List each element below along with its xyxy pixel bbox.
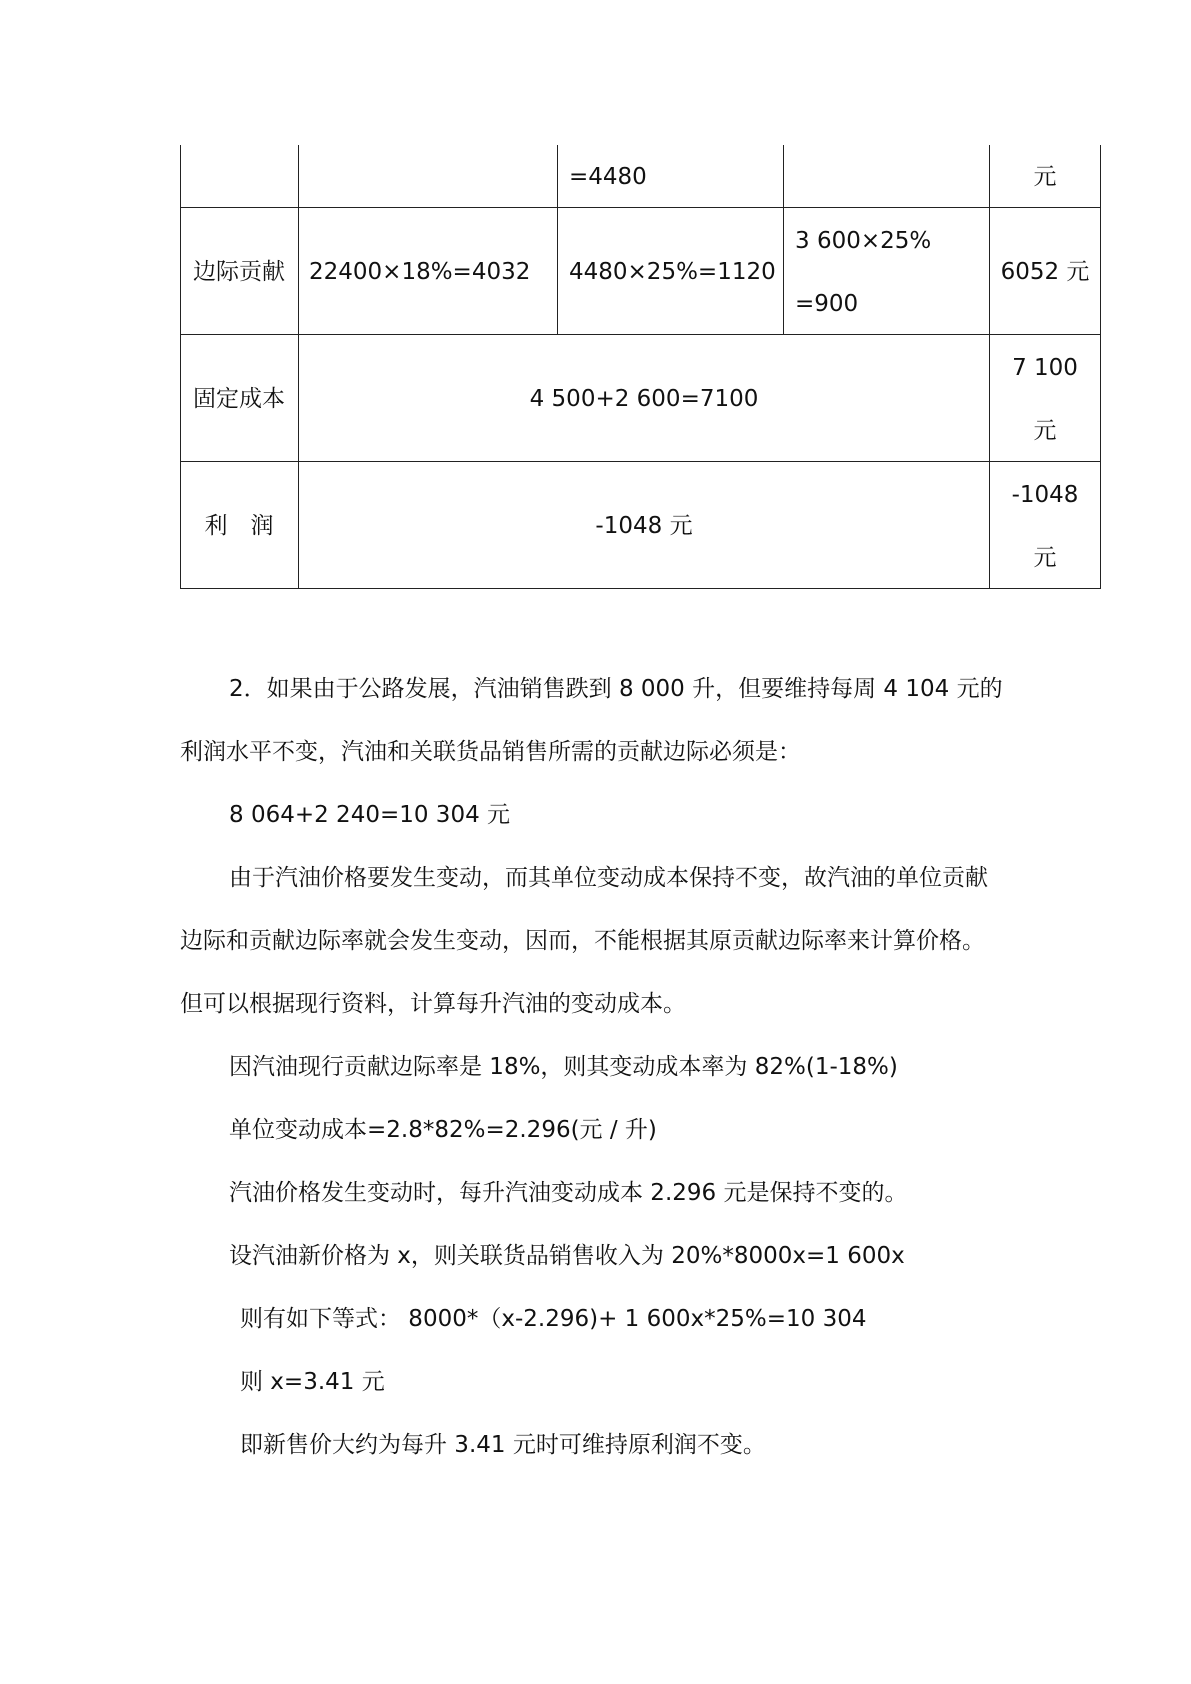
paragraph-3-line2: 边际和贡献边际率就会发生变动，因而，不能根据其原贡献边际率来计算价格。	[180, 928, 985, 954]
paragraph-3-line1: 由于汽油价格要发生变动，而其单位变动成本保持不变，故汽油的单位贡献	[229, 865, 988, 891]
constant-cost-note: 汽油价格发生变动时，每升汽油变动成本 2.296 元是保持不变的。	[229, 1180, 908, 1206]
table-row-label-fixed-cost: 固定成本	[193, 386, 285, 412]
conclusion-line: 即新售价大约为每升 3.41 元时可维持原利润不变。	[240, 1432, 766, 1458]
equation-line: 则有如下等式： 8000*（x-2.296)+ 1 600x*25%=10 304	[240, 1306, 867, 1332]
unit-variable-cost-line: 单位变动成本=2.8*82%=2.296(元 / 升)	[229, 1117, 657, 1143]
paragraph-2-line1: 2．如果由于公路发展，汽油销售跌到 8 000 升，但要维持每周 4 104 元的	[229, 676, 1003, 702]
table-cell-row2-col4-line2: 元	[1033, 418, 1057, 444]
table-cell-row3-col4-line2: 元	[1033, 545, 1057, 571]
table-border-row3	[180, 461, 1101, 462]
table-cell-row1-col3-line2: =900	[795, 291, 859, 317]
solution-line: 则 x=3.41 元	[240, 1369, 385, 1395]
table-border-col3	[783, 145, 784, 335]
new-price-assumption: 设汽油新价格为 x，则关联货品销售收入为 20%*8000x=1 600x	[229, 1243, 905, 1269]
table-cell-row1-col3-line1: 3 600×25%	[795, 228, 932, 254]
paragraph-3-line3: 但可以根据现行资料，计算每升汽油的变动成本。	[180, 991, 686, 1017]
table-border-col2	[557, 145, 558, 335]
table-border-row2	[180, 334, 1101, 335]
table-cell-row3-merged: -1048 元	[595, 513, 693, 539]
required-contribution-formula: 8 064+2 240=10 304 元	[229, 802, 511, 828]
table-cell-row0-col2: =4480	[569, 164, 647, 190]
table-cell-row3-col4-line1: -1048	[1011, 482, 1079, 508]
table-cell-row1-col4: 6052 元	[1000, 259, 1090, 285]
table-cell-row1-col2: 4480×25%=1120	[569, 259, 776, 285]
variable-cost-rate-line: 因汽油现行贡献边际率是 18%，则其变动成本率为 82%(1-18%)	[229, 1054, 898, 1080]
table-border-right	[1100, 145, 1101, 589]
table-row-label-profit: 利 润	[204, 513, 274, 539]
table-row-label-contribution: 边际贡献	[193, 259, 285, 285]
table-cell-row1-col1: 22400×18%=4032	[309, 259, 531, 285]
table-border-bottom	[180, 588, 1101, 589]
table-cell-row0-col4: 元	[1033, 164, 1057, 190]
table-cell-row2-merged: 4 500+2 600=7100	[529, 386, 759, 412]
financial-table	[180, 145, 1101, 589]
paragraph-2-line2: 利润水平不变，汽油和关联货品销售所需的贡献边际必须是：	[180, 739, 801, 765]
table-cell-row2-col4-line1: 7 100	[1012, 355, 1078, 381]
